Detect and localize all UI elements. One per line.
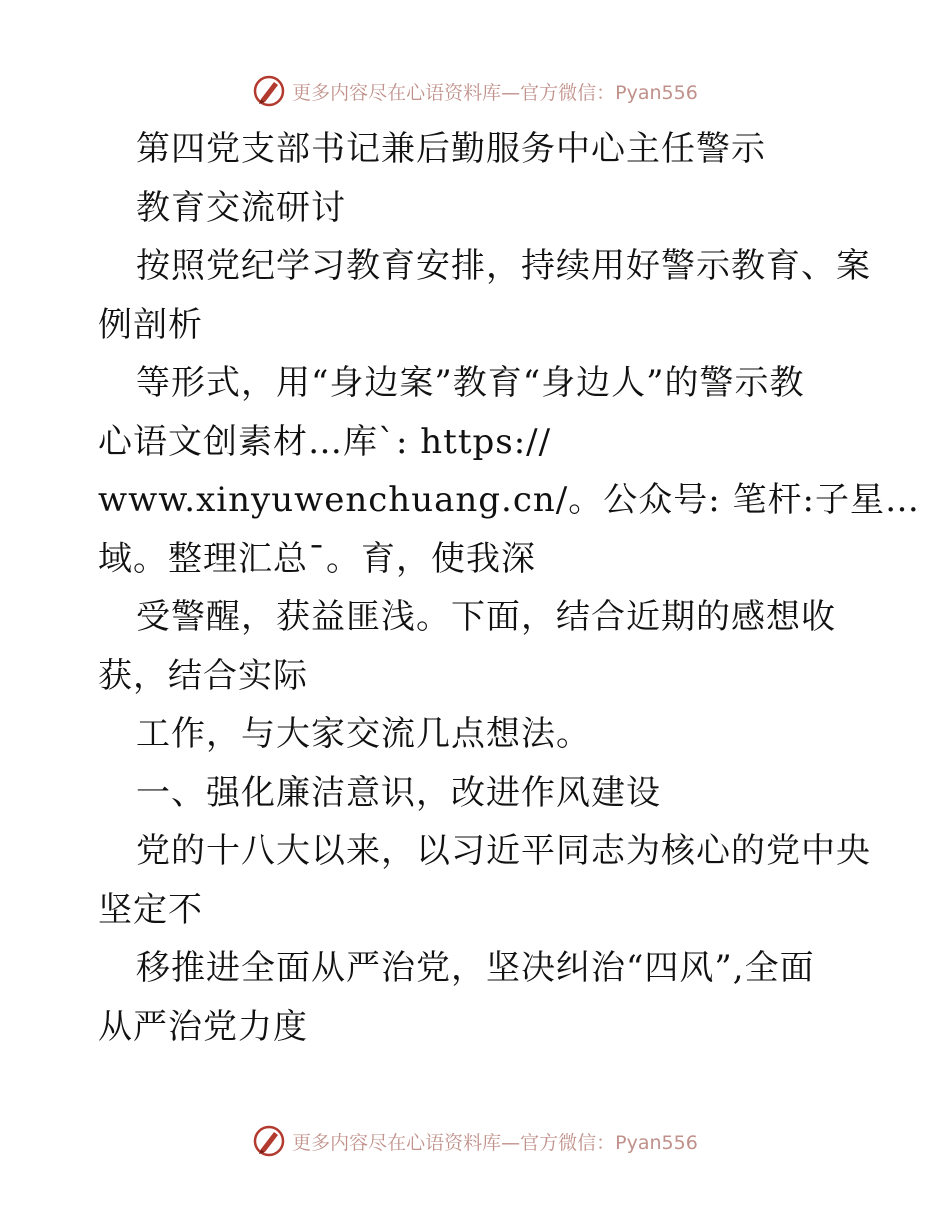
text-line: 按照党纪学习教育安排，持续用好警示教育、案	[136, 246, 871, 286]
text-line: 心语文创素材…库`: https://	[98, 421, 552, 462]
text-line: 第四党支部书记兼后勤服务中心主任警示	[136, 129, 766, 169]
text-line: 工作，与大家交流几点想法。	[136, 714, 591, 754]
text-line: 受警醒，获益匪浅。下面，结合近期的感想收	[136, 597, 836, 637]
text-line: 教育交流研讨	[136, 187, 346, 228]
banner-text: 更多内容尽在心语资料库—官方微信：Pyan556	[292, 81, 698, 104]
text-line: 一、强化廉洁意识，改进作风建设	[136, 772, 661, 813]
text-line: 从严治党力度	[98, 1006, 308, 1047]
text-line: www.xinyuwenchuang.cn/。公众号: 笔杆:子星…	[98, 480, 920, 520]
pen-logo-icon	[252, 1124, 286, 1158]
footer-banner	[0, 1124, 950, 1158]
text-line: 域。整理汇总¯。育，使我深	[98, 538, 536, 579]
header-banner	[0, 74, 950, 108]
text-line: 等形式，用“身边案”教育“身边人”的警示教	[136, 363, 805, 403]
document-body	[98, 120, 920, 1056]
text-line: 移推进全面从严治党，坚决纠治“四风”,全面	[136, 948, 815, 988]
text-line: 例剖析	[98, 304, 203, 345]
banner-text: 更多内容尽在心语资料库—官方微信：Pyan556	[292, 1131, 698, 1154]
text-line: 获，结合实际	[98, 655, 308, 696]
text-line: 党的十八大以来，以习近平同志为核心的党中央	[136, 831, 871, 871]
pen-logo-icon	[252, 74, 286, 108]
text-line: 坚定不	[98, 889, 203, 930]
